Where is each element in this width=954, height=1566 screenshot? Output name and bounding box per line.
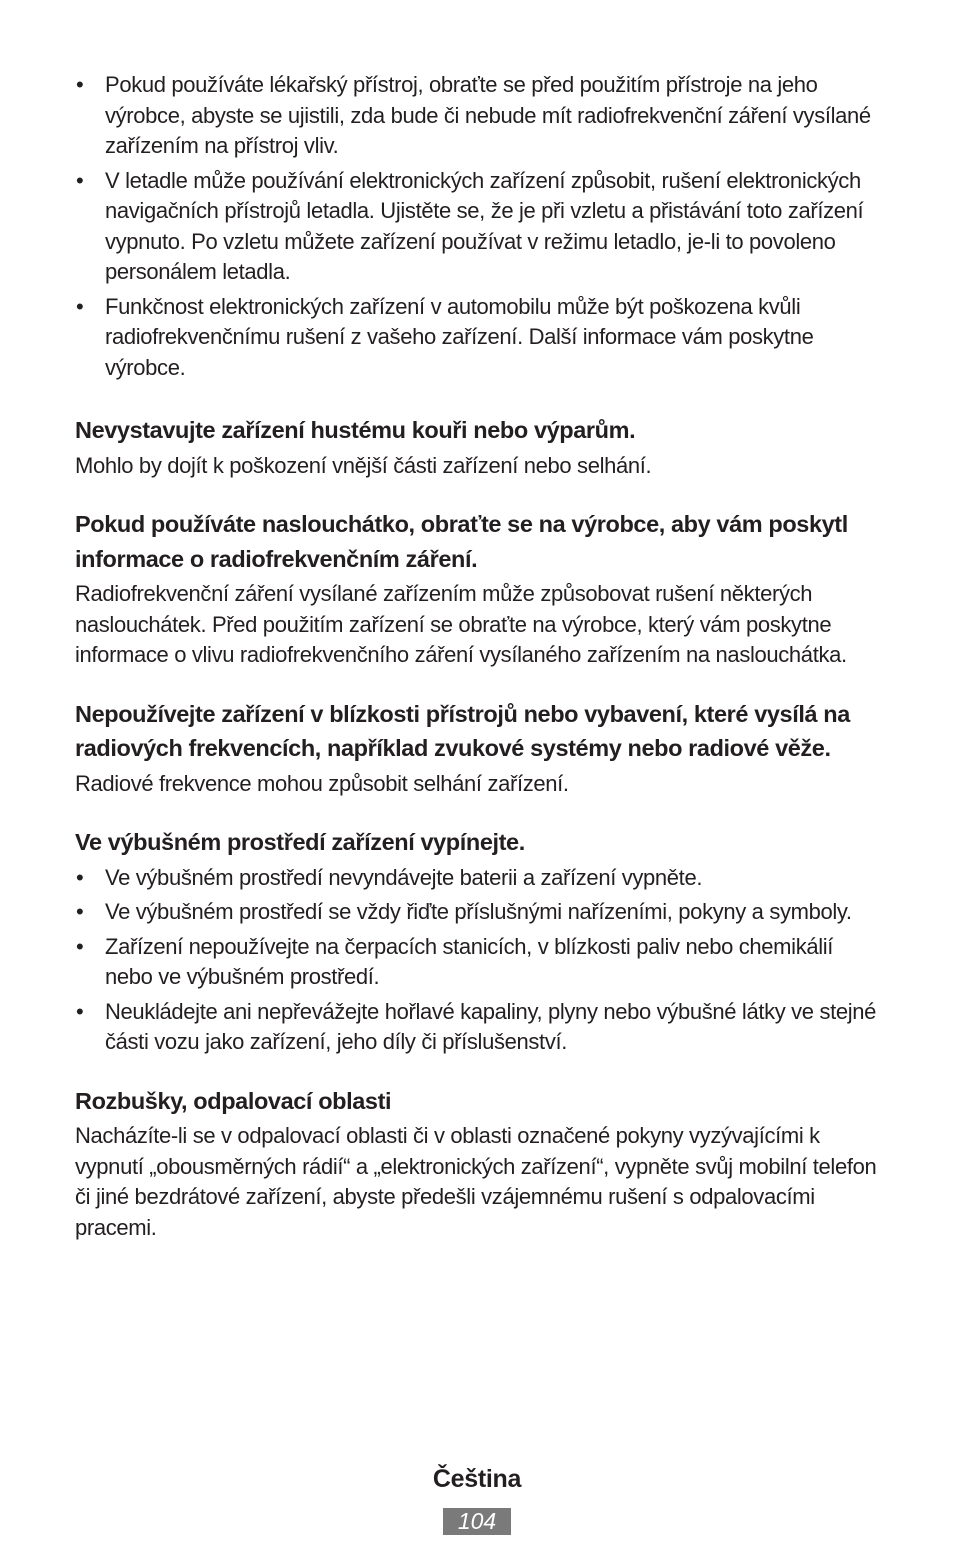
page-content (75, 70, 885, 1243)
section-smoke-fumes (75, 413, 885, 481)
page-number-badge: 104 (443, 1508, 511, 1535)
section-text: Radiové frekvence mohou způsobit selhání zařízení. (75, 770, 569, 796)
explosive-bullet-list (75, 863, 885, 1058)
intro-bullet-list (75, 70, 885, 383)
section-heading: Pokud používáte naslouchátko, obraťte se na výrobce, aby vám poskytl informace o radiofrekvenčním záření. (75, 511, 848, 572)
footer-language: Čeština (432, 1465, 522, 1493)
section-blasting-areas (75, 1084, 885, 1244)
section-text: Nacházíte-li se v odpalovací oblasti či v oblasti označené pokyny vyzývajícími k vypnutí „obousměrných rádií“ a „elektronických zařízení“, vypněte svůj mobilní telefon či jiné bezdrátové zařízení, abyste předešli vzájemnému rušení s odpalovacími pracemi. (75, 1123, 877, 1240)
section-text: Radiofrekvenční záření vysílané zařízením může způsobovat rušení některých naslouchátek. Před použitím zařízení se obraťte na výrobce, který vám poskytne informace o vlivu radiofrekvenčního záření vysílaného zařízením na naslouchátka. (75, 581, 847, 667)
list-item: • Neukládejte ani nepřevážejte hořlavé kapaliny, plyny nebo výbušné látky ve stejné části vozu jako zařízení, jeho díly či příslušenství. (75, 997, 885, 1058)
list-item: • Ve výbušném prostředí se vždy řiďte příslušnými nařízeními, pokyny a symboly. (75, 897, 885, 928)
section-radio-equipment (75, 697, 885, 800)
section-text: Mohlo by dojít k poškození vnější části zařízení nebo selhání. (75, 452, 652, 478)
list-item: • Funkčnost elektronických zařízení v automobilu může být poškozena kvůli radiofrekvenčnímu rušení z vašeho zařízení. Další informace vám poskytne výrobce. (75, 292, 885, 384)
list-item: • V letadle může používání elektronických zařízení způsobit, rušení elektronických navigačních přístrojů letadla. Ujistěte se, že je při vzletu a přistávání toto zařízení vypnuto. Po vzletu můžete zařízení používat v režimu letadlo, je-li to povoleno personálem letadla. (75, 166, 885, 288)
section-heading: Rozbušky, odpalovací oblasti (75, 1087, 392, 1114)
section-heading: Nepoužívejte zařízení v blízkosti přístrojů nebo vybavení, které vysílá na radiových frekvencích, například zvukové systémy nebo radiové věže. (75, 700, 850, 761)
section-heading: Nevystavujte zařízení hustému kouři nebo výparům. (75, 417, 636, 443)
list-item: • Ve výbušném prostředí nevyndávejte baterii a zařízení vypněte. (75, 863, 885, 894)
section-heading: Ve výbušném prostředí zařízení vypínejte. (75, 829, 525, 855)
list-item: • Pokud používáte lékařský přístroj, obraťte se před použitím přístroje na jeho výrobce, abyste se ujistili, zda bude či nebude mít radiofrekvenční záření vysílané zařízením na přístroj vliv. (75, 70, 885, 162)
list-item: • Zařízení nepoužívejte na čerpacích stanicích, v blízkosti paliv nebo chemikálií nebo ve výbušném prostředí. (75, 932, 885, 993)
section-hearing-aid (75, 507, 885, 671)
section-explosive-environment (75, 825, 885, 1058)
